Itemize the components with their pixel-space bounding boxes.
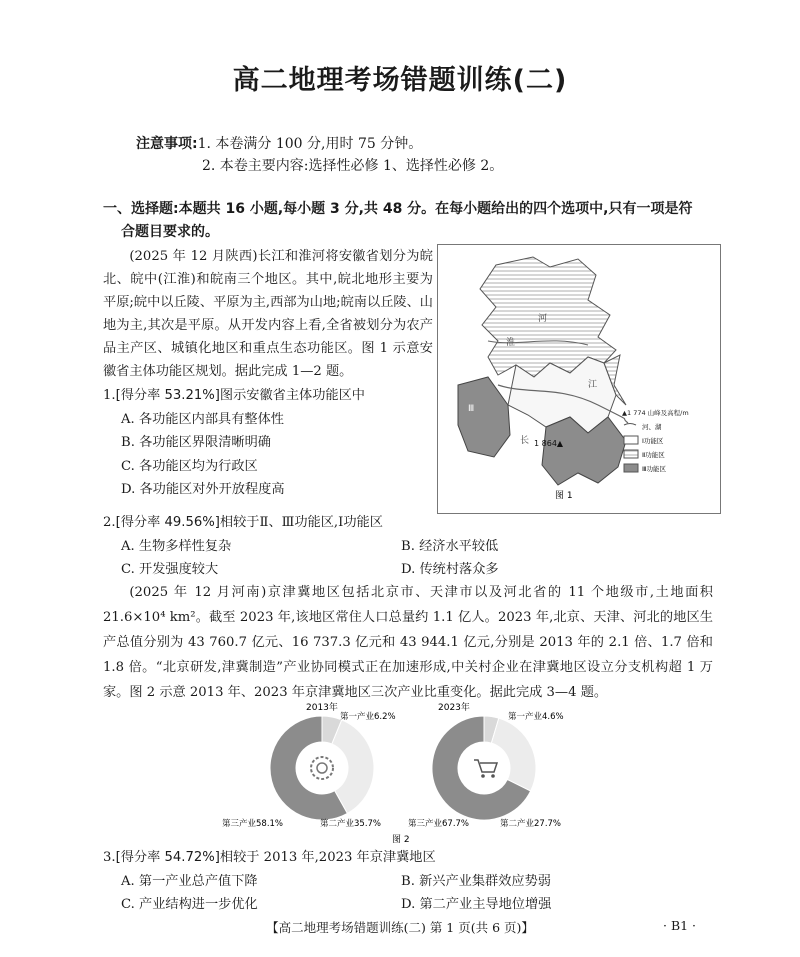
q2-option-a[interactable]: A. 生物多样性复杂 <box>121 538 232 554</box>
q3-option-a[interactable]: A. 第一产业总产值下降 <box>121 873 258 889</box>
label-2023-secondary: 第二产业27.7% <box>500 819 562 829</box>
donut-2023-title: 2023年 <box>438 703 470 713</box>
map-label-he: 河 <box>538 314 548 324</box>
q3-option-b[interactable]: B. 新兴产业集群效应势弱 <box>401 873 551 889</box>
map-figure <box>437 244 721 514</box>
anhui-map <box>438 245 720 513</box>
label-2013-primary: 第一产业6.2% <box>340 712 396 722</box>
legend-item-4: Ⅲ功能区 <box>642 465 666 473</box>
q1-number: 1. <box>103 388 116 403</box>
q1-rate: [得分率 53.21%] <box>115 388 220 403</box>
q2-option-b[interactable]: B. 经济水平较低 <box>401 538 499 554</box>
q2-option-c[interactable]: C. 开发强度较大 <box>121 562 219 577</box>
map-region-west <box>458 377 510 457</box>
question-1 <box>103 384 433 502</box>
donut-2013-title: 2013年 <box>306 703 338 713</box>
donut-2013 <box>270 716 374 820</box>
notice-line-1: 1. 本卷满分 100 分,用时 75 分钟。 <box>197 136 423 152</box>
q3-text: 相较于 2013 年,2023 年京津冀地区 <box>219 850 436 865</box>
label-2013-secondary: 第二产业35.7% <box>320 819 382 829</box>
donut-2023 <box>432 716 536 820</box>
industry-donut-chart <box>220 700 600 848</box>
legend-item-3: Ⅱ功能区 <box>642 451 665 459</box>
map-label-huai: 淮 <box>506 338 516 348</box>
q3-option-d[interactable]: D. 第二产业主导地位增强 <box>401 897 552 912</box>
legend-river-icon <box>624 424 636 426</box>
passage-1-text: (2025 年 12 月陕西)长江和淮河将安徽省划分为皖北、皖中(江淮)和皖南三个地区。其中,皖北地形主要为平原;皖中以丘陵、平原为主,西部为山地;皖南以丘陵、山地为主,其次是平原。从开发内容上看,全省被划分为农产品主产区、城镇化地区和重点生态功能区。图 1 示意安徽省主体功能区规划。据此完成 1—2 题。 <box>103 249 433 379</box>
label-2023-tertiary: 第三产业67.7% <box>408 819 470 829</box>
q2-option-d[interactable]: D. 传统村落众多 <box>401 562 499 577</box>
donut-slice-第二产业 <box>491 718 536 791</box>
shopping-cart-icon <box>474 760 497 778</box>
map-label-chang: 长 <box>520 436 530 446</box>
map-legend-peak: ▲1 774 山峰及高程/m <box>622 409 689 417</box>
legend-swatch-1 <box>624 436 638 444</box>
section-heading <box>103 198 703 244</box>
map-region-north <box>480 257 616 377</box>
question-2 <box>103 511 713 582</box>
q2-number: 2. <box>103 515 116 530</box>
notice-block <box>136 133 503 177</box>
label-2013-tertiary: 第三产业58.1% <box>222 819 284 829</box>
q1-option-d[interactable]: D. 各功能区对外开放程度高 <box>121 482 285 497</box>
q3-rate: [得分率 54.72%] <box>115 850 220 865</box>
legend-swatch-2 <box>624 450 638 458</box>
page-code: · B1 · <box>663 918 697 933</box>
map-caption: 图 1 <box>555 491 573 501</box>
map-label-jiang: 江 <box>588 380 598 390</box>
q1-text: 图示安徽省主体功能区中 <box>219 388 365 403</box>
passage-2 <box>103 580 713 705</box>
passage-2-text: (2025 年 12 月河南)京津冀地区包括北京市、天津市以及河北省的 11 个地级市,土地面积 21.6×10⁴ km²。截至 2023 年,该地区常住人口总量约 1.1 亿人。2023 年,北京、天津、河北的地区生产总值分别为 43 760.7 亿元、16 737.3 亿元和 43 944.1 亿元,分别是 2013 年的 2.1 倍、1.7 倍和 1.8 倍。“北京研发,津冀制造”产业协同模式正在加速形成,中关村企业在津冀地区设立分支机构超 1 万家。图 2 示意 2013 年、2023 年京津冀地区三次产业比重变化。据此完成 3—4 题。 <box>103 585 713 700</box>
map-marker: Ⅲ <box>468 404 475 414</box>
q1-option-a[interactable]: A. 各功能区内部具有整体性 <box>121 411 284 427</box>
map-peak-label: 1 864▲ <box>534 439 564 448</box>
legend-item-2: Ⅰ功能区 <box>642 437 664 445</box>
label-2023-primary: 第一产业4.6% <box>508 712 564 722</box>
q3-option-c[interactable]: C. 产业结构进一步优化 <box>121 897 258 912</box>
q1-option-c[interactable]: C. 各功能区均为行政区 <box>121 458 258 474</box>
q1-option-b[interactable]: B. 各功能区界限清晰明确 <box>121 435 271 450</box>
section-line-2: 合题目要求的。 <box>121 224 219 240</box>
section-line-1: 一、选择题:本题共 16 小题,每小题 3 分,共 48 分。在每小题给出的四个选项中,只有一项是符 <box>103 201 693 217</box>
q3-number: 3. <box>103 850 116 865</box>
legend-swatch-3 <box>624 464 638 472</box>
q2-text: 相较于Ⅱ、Ⅲ功能区,Ⅰ功能区 <box>219 515 383 530</box>
legend-item-1: 河、湖 <box>642 423 662 431</box>
q2-rate: [得分率 49.56%] <box>115 515 220 530</box>
notice-line-2: 2. 本卷主要内容:选择性必修 1、选择性必修 2。 <box>202 158 504 174</box>
notice-label: 注意事项: <box>136 136 198 152</box>
question-3 <box>103 846 713 917</box>
page-footer: 【高二地理考场错题训练(二) 第 1 页(共 6 页)】 <box>266 920 534 935</box>
chart-caption: 图 2 <box>392 835 410 845</box>
passage-1 <box>103 245 433 502</box>
gear-icon <box>311 757 333 779</box>
page-title: 高二地理考场错题训练(二) <box>232 65 568 96</box>
